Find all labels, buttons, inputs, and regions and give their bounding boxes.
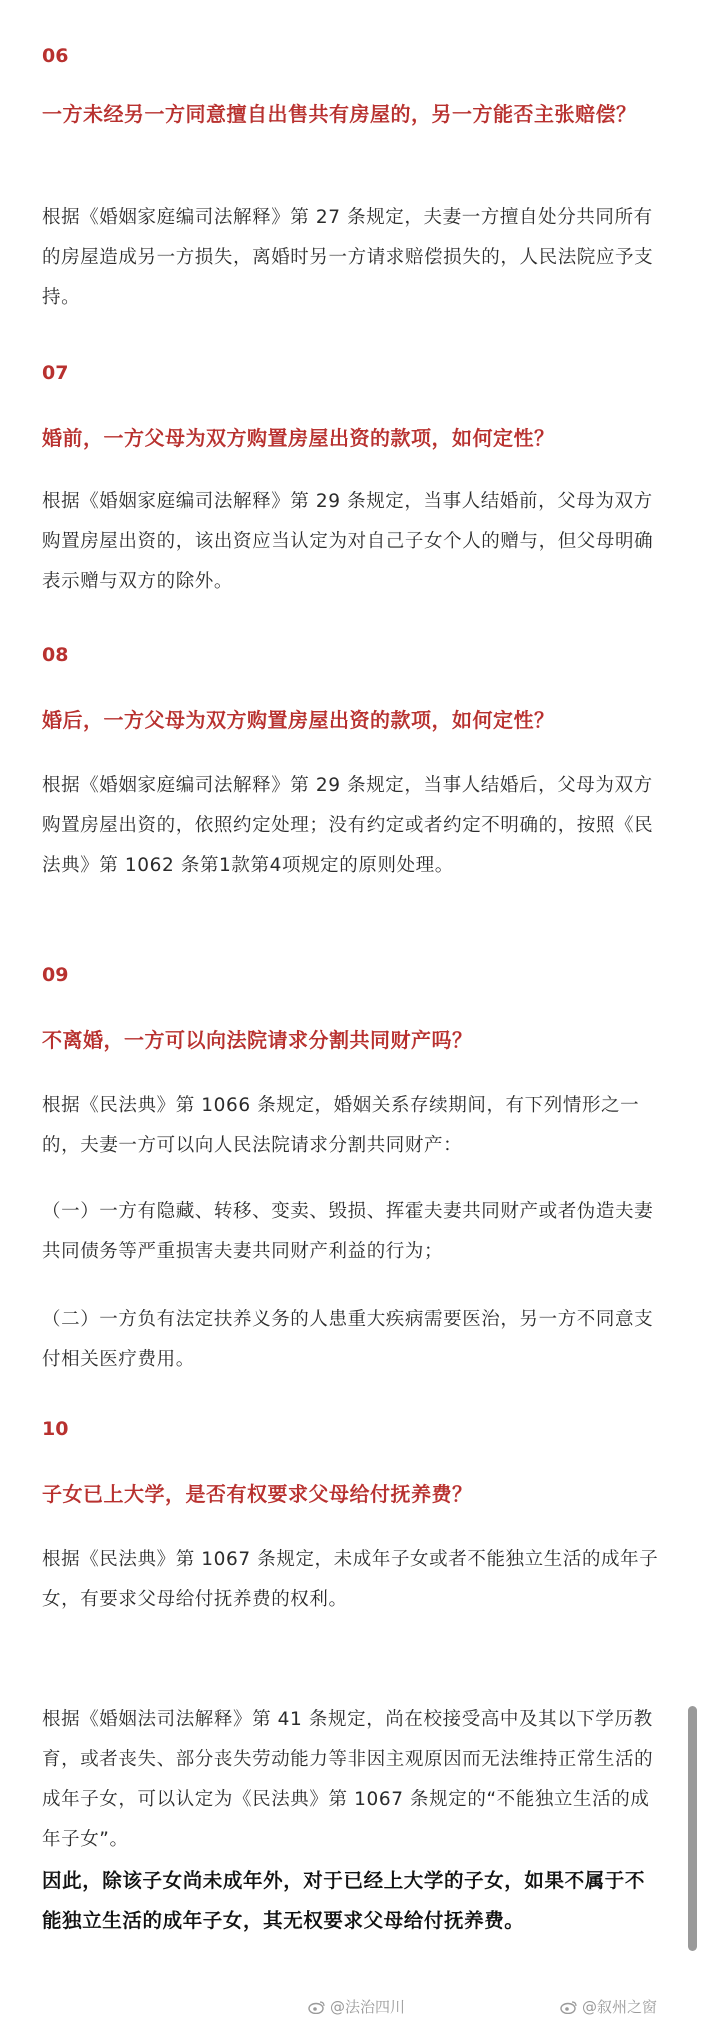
weibo-icon: [560, 2000, 578, 2014]
watermark-right: [560, 1996, 657, 2018]
section-question-10: 子女已上大学，是否有权要求父母给付抚养费？: [42, 1482, 473, 1506]
section-paragraph: 根据《民法典》第 1066 条规定，婚姻关系存续期间，有下列情形之一的，夫妻一方可以向人民法院请求分割共同财产：: [42, 1095, 640, 1156]
watermark-left: [308, 1996, 405, 2018]
section-paragraph: （二）一方负有法定扶养义务的人患重大疾病需要医治，另一方不同意支付相关医疗费用。: [42, 1309, 654, 1370]
section-number-08: 08: [42, 644, 69, 666]
section-paragraph: 根据《民法典》第 1067 条规定，未成年子女或者不能独立生活的成年子女，有要求父母给付抚养费的权利。: [42, 1549, 659, 1610]
section-question-06: 一方未经另一方同意擅自出售共有房屋的，另一方能否主张赔偿？: [42, 102, 637, 126]
weibo-icon: [308, 2000, 326, 2014]
section-question-08: 婚后，一方父母为双方购置房屋出资的款项，如何定性？: [42, 708, 555, 732]
watermark-left-text: @法治四川: [330, 1998, 406, 2016]
section-paragraph: 根据《婚姻家庭编司法解释》第 29 条规定，当事人结婚后，父母为双方购置房屋出资的，依照约定处理；没有约定或者约定不明确的，按照《民法典》第 1062 条第1款第4项规定的原则处理。: [42, 775, 654, 876]
watermark-right-text: @叙州之窗: [582, 1998, 658, 2016]
section-paragraph: 根据《婚姻法司法解释》第 41 条规定，尚在校接受高中及其以下学历教育，或者丧失、部分丧失劳动能力等非因主观原因而无法维持正常生活的成年子女，可以认定为《民法典》第 1067 条规定的“不能独立生活的成年子女”。: [42, 1709, 654, 1850]
scrollbar[interactable]: [688, 1706, 697, 1951]
section-number-06: 06: [42, 45, 69, 67]
section-conclusion: 因此，除该子女尚未成年外，对于已经上大学的子女，如果不属于不能独立生活的成年子女，其无权要求父母给付抚养费。: [42, 1869, 646, 1932]
section-number-07: 07: [42, 362, 69, 384]
section-number-10: 10: [42, 1418, 69, 1440]
section-paragraph: 根据《婚姻家庭编司法解释》第 29 条规定，当事人结婚前，父母为双方购置房屋出资的，该出资应当认定为对自己子女个人的赠与，但父母明确表示赠与双方的除外。: [42, 491, 654, 592]
section-question-07: 婚前，一方父母为双方购置房屋出资的款项，如何定性？: [42, 426, 555, 450]
section-number-09: 09: [42, 964, 69, 986]
section-paragraph: 根据《婚姻家庭编司法解释》第 27 条规定，夫妻一方擅自处分共同所有的房屋造成另一方损失，离婚时另一方请求赔偿损失的，人民法院应予支持。: [42, 207, 654, 308]
section-question-09: 不离婚，一方可以向法院请求分割共同财产吗？: [42, 1028, 473, 1052]
section-paragraph: （一）一方有隐藏、转移、变卖、毁损、挥霍夫妻共同财产或者伪造夫妻共同债务等严重损害夫妻共同财产利益的行为；: [42, 1201, 654, 1262]
